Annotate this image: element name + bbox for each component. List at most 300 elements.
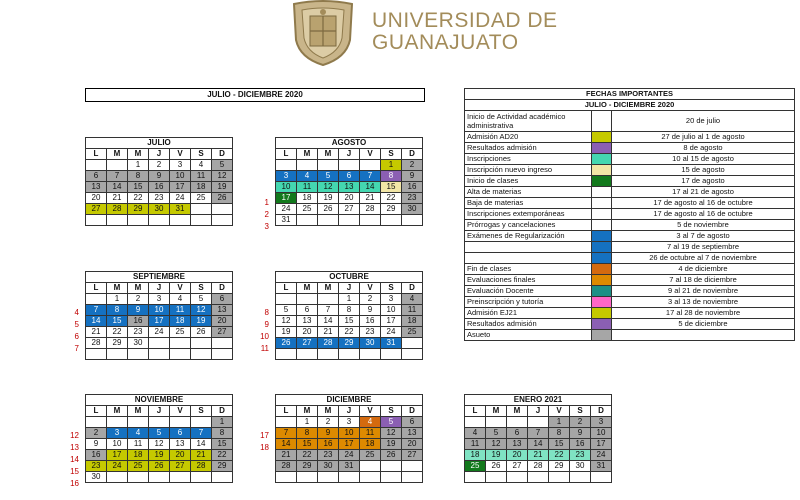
day-cell: 22: [549, 450, 570, 461]
week-number: 7: [74, 344, 79, 353]
event-label: Asueto: [465, 330, 592, 341]
day-cell: 10: [107, 439, 128, 450]
day-cell: 2: [128, 294, 149, 305]
event-label: Preinscripción y tutoría: [465, 297, 592, 308]
day-cell: [149, 338, 170, 349]
day-cell: [170, 215, 191, 226]
day-cell: 22: [339, 327, 360, 338]
day-header: V: [170, 149, 191, 160]
event-date: 17 al 28 de noviembre: [612, 308, 795, 319]
week-number: 14: [70, 455, 79, 464]
day-cell: 11: [465, 439, 486, 450]
day-header: M: [297, 149, 318, 160]
day-header: L: [276, 283, 297, 294]
day-cell: [528, 417, 549, 428]
day-header: M: [507, 406, 528, 417]
day-cell: 18: [128, 450, 149, 461]
day-cell: 27: [339, 204, 360, 215]
day-cell: 11: [402, 305, 423, 316]
day-cell: [191, 349, 212, 360]
day-cell: 12: [212, 171, 233, 182]
day-cell: 5: [191, 294, 212, 305]
day-cell: 27: [507, 461, 528, 472]
day-header: J: [149, 406, 170, 417]
day-cell: 3: [339, 417, 360, 428]
day-cell: 15: [297, 439, 318, 450]
day-header: J: [149, 283, 170, 294]
day-cell: 23: [402, 193, 423, 204]
week-number: 6: [74, 332, 79, 341]
day-cell: [339, 349, 360, 360]
event-date: 3 al 13 de noviembre: [612, 297, 795, 308]
day-cell: 20: [170, 450, 191, 461]
event-label: Baja de materias: [465, 198, 592, 209]
day-cell: [360, 215, 381, 226]
day-cell: [402, 215, 423, 226]
month-title: ENERO 2021: [465, 395, 612, 406]
day-cell: [170, 417, 191, 428]
calendar-agosto: [275, 137, 423, 226]
day-cell: 12: [191, 305, 212, 316]
day-cell: 12: [486, 439, 507, 450]
day-cell: [191, 215, 212, 226]
day-cell: 13: [170, 439, 191, 450]
day-header: V: [549, 406, 570, 417]
day-cell: 30: [149, 204, 170, 215]
day-cell: 21: [318, 327, 339, 338]
day-cell: [86, 215, 107, 226]
day-cell: 14: [107, 182, 128, 193]
day-cell: 7: [86, 305, 107, 316]
event-label: Inicio de clases: [465, 176, 592, 187]
day-cell: 10: [149, 305, 170, 316]
event-label: [465, 242, 592, 253]
event-label: Prórrogas y cancelaciones: [465, 220, 592, 231]
day-header: V: [360, 406, 381, 417]
day-cell: 29: [339, 338, 360, 349]
day-cell: 28: [528, 461, 549, 472]
day-cell: [318, 294, 339, 305]
day-cell: [297, 294, 318, 305]
day-cell: 18: [191, 182, 212, 193]
day-cell: 15: [549, 439, 570, 450]
day-cell: 28: [86, 338, 107, 349]
day-cell: 30: [86, 472, 107, 483]
day-cell: 29: [107, 338, 128, 349]
day-cell: 30: [128, 338, 149, 349]
day-cell: 30: [402, 204, 423, 215]
week-number: 1: [264, 198, 269, 207]
day-cell: 30: [570, 461, 591, 472]
day-cell: [507, 417, 528, 428]
day-header: D: [212, 406, 233, 417]
event-date: 8 de agosto: [612, 143, 795, 154]
day-cell: 3: [381, 294, 402, 305]
day-cell: [212, 338, 233, 349]
day-cell: [339, 472, 360, 483]
day-cell: 6: [212, 294, 233, 305]
day-cell: 31: [339, 461, 360, 472]
university-logo: [288, 0, 588, 66]
day-cell: 16: [149, 182, 170, 193]
week-number: 17: [260, 431, 269, 440]
event-date: 9 al 21 de noviembre: [612, 286, 795, 297]
day-cell: [128, 349, 149, 360]
day-cell: [191, 417, 212, 428]
week-number: 8: [264, 308, 269, 317]
day-cell: 2: [570, 417, 591, 428]
day-cell: 23: [86, 461, 107, 472]
event-label: [465, 253, 592, 264]
day-cell: 9: [360, 305, 381, 316]
day-cell: 20: [339, 193, 360, 204]
day-header: M: [318, 406, 339, 417]
day-cell: 11: [170, 305, 191, 316]
day-cell: 23: [318, 450, 339, 461]
day-header: M: [318, 283, 339, 294]
day-cell: [507, 472, 528, 483]
day-cell: 5: [276, 305, 297, 316]
day-cell: 30: [360, 338, 381, 349]
day-cell: 31: [276, 215, 297, 226]
day-cell: 29: [381, 204, 402, 215]
day-header: M: [297, 406, 318, 417]
day-cell: [465, 417, 486, 428]
day-cell: 9: [86, 439, 107, 450]
day-cell: 13: [297, 316, 318, 327]
event-color-swatch: [592, 308, 612, 319]
day-cell: 13: [86, 182, 107, 193]
day-cell: 21: [107, 193, 128, 204]
day-cell: [107, 349, 128, 360]
day-cell: [276, 349, 297, 360]
day-cell: [570, 472, 591, 483]
day-cell: 6: [339, 171, 360, 182]
event-color-swatch: [592, 330, 612, 341]
day-cell: 1: [212, 417, 233, 428]
day-cell: 23: [360, 327, 381, 338]
day-cell: 2: [402, 160, 423, 171]
day-cell: 20: [402, 439, 423, 450]
day-cell: [486, 417, 507, 428]
day-cell: 17: [339, 439, 360, 450]
day-cell: 19: [276, 327, 297, 338]
event-date: 15 de agosto: [612, 165, 795, 176]
event-label: Resultados admisión: [465, 143, 592, 154]
day-cell: 15: [381, 182, 402, 193]
day-cell: 28: [360, 204, 381, 215]
day-cell: 10: [339, 428, 360, 439]
day-cell: [486, 472, 507, 483]
day-cell: 27: [297, 338, 318, 349]
day-cell: 21: [276, 450, 297, 461]
day-cell: 18: [297, 193, 318, 204]
day-cell: [107, 215, 128, 226]
day-cell: [297, 160, 318, 171]
day-cell: [86, 349, 107, 360]
day-cell: 1: [297, 417, 318, 428]
event-date: 10 al 15 de agosto: [612, 154, 795, 165]
event-color-swatch: [592, 253, 612, 264]
event-date: 7 al 19 de septiembre: [612, 242, 795, 253]
day-cell: 26: [318, 204, 339, 215]
day-cell: 8: [381, 171, 402, 182]
calendar-julio: [85, 137, 233, 226]
day-cell: [191, 204, 212, 215]
day-cell: 21: [191, 450, 212, 461]
day-cell: [465, 472, 486, 483]
day-cell: 24: [381, 327, 402, 338]
day-cell: 6: [507, 428, 528, 439]
day-cell: 22: [381, 193, 402, 204]
week-number: 16: [70, 479, 79, 488]
day-cell: 11: [360, 428, 381, 439]
day-cell: 13: [339, 182, 360, 193]
day-cell: [360, 461, 381, 472]
day-cell: [528, 472, 549, 483]
week-number: 9: [264, 320, 269, 329]
month-title: DICIEMBRE: [276, 395, 423, 406]
day-header: L: [276, 149, 297, 160]
day-cell: [402, 472, 423, 483]
event-color-swatch: [592, 143, 612, 154]
day-cell: [212, 215, 233, 226]
day-cell: 3: [591, 417, 612, 428]
day-cell: 23: [570, 450, 591, 461]
day-cell: [402, 461, 423, 472]
month-title: AGOSTO: [276, 138, 423, 149]
day-cell: 13: [507, 439, 528, 450]
day-cell: 30: [318, 461, 339, 472]
day-cell: [360, 349, 381, 360]
calendar-septiembre: [85, 271, 233, 360]
day-cell: 13: [402, 428, 423, 439]
day-cell: [549, 472, 570, 483]
day-cell: 24: [276, 204, 297, 215]
event-date: 27 de julio al 1 de agosto: [612, 132, 795, 143]
day-header: M: [128, 406, 149, 417]
day-cell: [339, 215, 360, 226]
day-cell: 9: [402, 171, 423, 182]
day-cell: 26: [381, 450, 402, 461]
event-color-swatch: [592, 231, 612, 242]
day-cell: 17: [591, 439, 612, 450]
event-color-swatch: [592, 154, 612, 165]
day-cell: [86, 417, 107, 428]
day-cell: 18: [402, 316, 423, 327]
day-header: M: [107, 406, 128, 417]
event-color-swatch: [592, 132, 612, 143]
day-header: L: [276, 406, 297, 417]
day-cell: 27: [212, 327, 233, 338]
day-cell: 15: [107, 316, 128, 327]
day-cell: 19: [191, 316, 212, 327]
event-label: Evaluaciones finales: [465, 275, 592, 286]
day-cell: 28: [276, 461, 297, 472]
day-header: S: [381, 406, 402, 417]
event-date: 17 de agosto: [612, 176, 795, 187]
event-date: 17 de agosto al 16 de octubre: [612, 209, 795, 220]
event-color-swatch: [592, 264, 612, 275]
day-cell: 8: [212, 428, 233, 439]
day-cell: 15: [212, 439, 233, 450]
day-cell: 26: [191, 327, 212, 338]
day-cell: 8: [339, 305, 360, 316]
day-cell: [128, 215, 149, 226]
day-cell: 25: [170, 327, 191, 338]
day-cell: 9: [570, 428, 591, 439]
day-cell: 19: [381, 439, 402, 450]
day-cell: 20: [507, 450, 528, 461]
month-title: OCTUBRE: [276, 272, 423, 283]
day-cell: 10: [276, 182, 297, 193]
day-header: J: [149, 149, 170, 160]
calendar-enero-2021: [464, 394, 612, 483]
day-header: M: [486, 406, 507, 417]
event-label: Admisión EJ21: [465, 308, 592, 319]
day-cell: 1: [339, 294, 360, 305]
event-color-swatch: [592, 187, 612, 198]
day-header: V: [170, 406, 191, 417]
day-header: L: [86, 283, 107, 294]
day-cell: [381, 472, 402, 483]
important-dates-table: [464, 88, 795, 341]
day-cell: [360, 160, 381, 171]
day-cell: 15: [128, 182, 149, 193]
day-cell: [86, 294, 107, 305]
day-cell: 26: [486, 461, 507, 472]
day-cell: 31: [381, 338, 402, 349]
day-cell: 6: [297, 305, 318, 316]
event-color-swatch: [592, 319, 612, 330]
day-cell: 21: [86, 327, 107, 338]
day-header: M: [107, 283, 128, 294]
event-label: Inscripciones extemporáneas: [465, 209, 592, 220]
day-cell: [381, 349, 402, 360]
day-cell: [149, 472, 170, 483]
day-cell: [297, 349, 318, 360]
day-cell: 21: [528, 450, 549, 461]
day-cell: 29: [549, 461, 570, 472]
day-cell: 3: [170, 160, 191, 171]
day-cell: 15: [339, 316, 360, 327]
day-cell: [212, 204, 233, 215]
day-cell: 4: [170, 294, 191, 305]
event-date: 17 de agosto al 16 de octubre: [612, 198, 795, 209]
day-cell: 22: [107, 327, 128, 338]
day-header: M: [128, 283, 149, 294]
day-cell: 9: [149, 171, 170, 182]
day-cell: 20: [86, 193, 107, 204]
day-cell: 5: [212, 160, 233, 171]
day-cell: [107, 472, 128, 483]
event-color-swatch: [592, 220, 612, 231]
day-cell: 25: [360, 450, 381, 461]
day-cell: 8: [297, 428, 318, 439]
day-cell: 20: [297, 327, 318, 338]
day-cell: 1: [549, 417, 570, 428]
day-cell: 26: [212, 193, 233, 204]
week-number: 3: [264, 222, 269, 231]
day-cell: 22: [297, 450, 318, 461]
day-cell: 14: [191, 439, 212, 450]
day-cell: [191, 472, 212, 483]
day-cell: 10: [381, 305, 402, 316]
event-color-swatch: [592, 275, 612, 286]
day-cell: 4: [297, 171, 318, 182]
event-date: 4 de diciembre: [612, 264, 795, 275]
day-header: J: [528, 406, 549, 417]
day-cell: 22: [128, 193, 149, 204]
day-cell: [276, 472, 297, 483]
day-header: S: [570, 406, 591, 417]
event-date: 26 de octubre al 7 de noviembre: [612, 253, 795, 264]
day-cell: 7: [276, 428, 297, 439]
day-cell: 26: [149, 461, 170, 472]
day-cell: 2: [318, 417, 339, 428]
university-name-line1: UNIVERSIDAD DE: [372, 9, 558, 32]
event-date: 20 de julio: [612, 111, 795, 132]
day-cell: [339, 160, 360, 171]
day-cell: [128, 472, 149, 483]
day-cell: [276, 294, 297, 305]
day-cell: 25: [128, 461, 149, 472]
week-number: 2: [264, 210, 269, 219]
university-name-line2: GUANAJUATO: [372, 31, 519, 54]
week-number: 18: [260, 443, 269, 452]
day-cell: 19: [149, 450, 170, 461]
day-cell: [86, 160, 107, 171]
day-cell: 4: [191, 160, 212, 171]
event-date: 5 de diciembre: [612, 319, 795, 330]
event-date: 7 al 18 de diciembre: [612, 275, 795, 286]
important-dates-title: FECHAS IMPORTANTES: [465, 89, 795, 100]
day-cell: 14: [360, 182, 381, 193]
university-seal-icon: [288, 0, 358, 66]
day-cell: [149, 417, 170, 428]
day-cell: [318, 349, 339, 360]
day-cell: 12: [318, 182, 339, 193]
event-date: 3 al 7 de agosto: [612, 231, 795, 242]
event-color-swatch: [592, 111, 612, 132]
day-cell: [297, 215, 318, 226]
day-cell: 3: [276, 171, 297, 182]
day-header: J: [339, 406, 360, 417]
day-cell: [276, 417, 297, 428]
day-header: M: [318, 149, 339, 160]
period-title: JULIO - DICIEMBRE 2020: [85, 88, 425, 102]
event-color-swatch: [592, 176, 612, 187]
day-cell: 10: [591, 428, 612, 439]
day-cell: 8: [128, 171, 149, 182]
day-cell: 31: [591, 461, 612, 472]
day-cell: 29: [297, 461, 318, 472]
day-cell: [170, 472, 191, 483]
day-header: D: [402, 283, 423, 294]
week-number: 11: [260, 344, 269, 353]
day-cell: 7: [107, 171, 128, 182]
day-cell: 2: [149, 160, 170, 171]
day-cell: 23: [149, 193, 170, 204]
day-cell: 27: [86, 204, 107, 215]
event-label: Resultados admisión: [465, 319, 592, 330]
day-cell: 4: [402, 294, 423, 305]
day-header: D: [591, 406, 612, 417]
event-color-swatch: [592, 209, 612, 220]
day-cell: 11: [191, 171, 212, 182]
day-cell: 19: [486, 450, 507, 461]
day-header: D: [212, 149, 233, 160]
